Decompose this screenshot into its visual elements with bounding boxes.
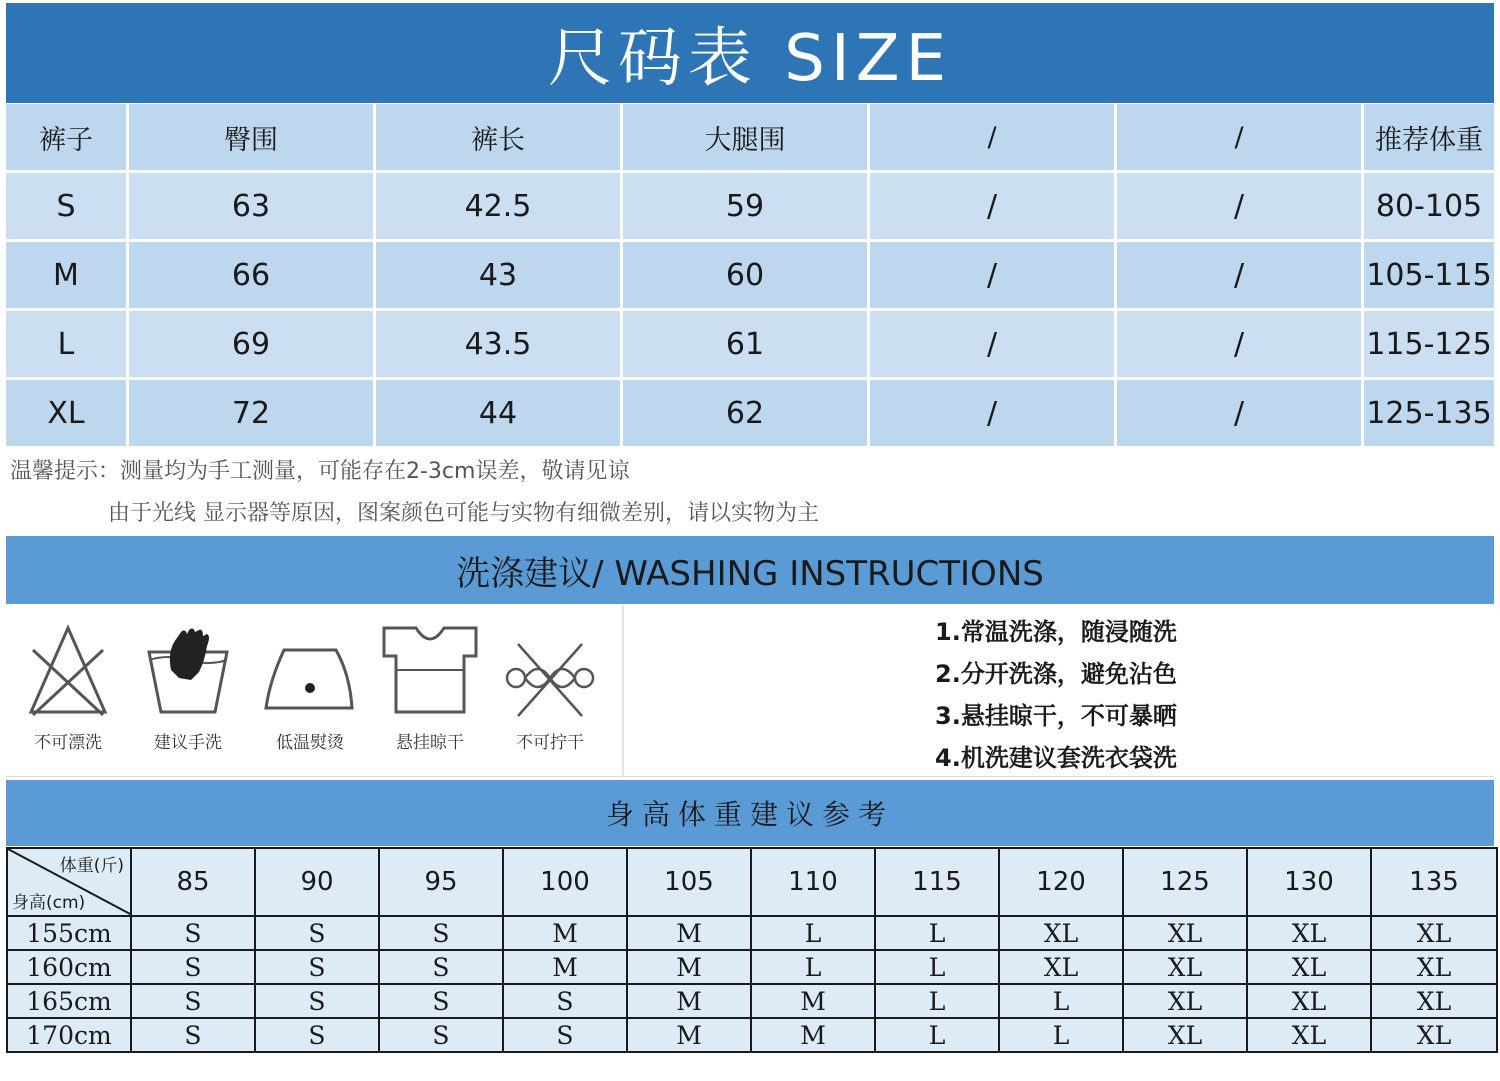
size-cell: S — [503, 984, 627, 1018]
hang-dry-icon — [380, 620, 480, 720]
weight-axis-label: 体重(斤) — [59, 856, 124, 876]
size-cell: XL — [1123, 1018, 1247, 1052]
size-cell: XL — [1371, 984, 1497, 1018]
care-item-hand-wash — [128, 620, 248, 753]
weight-cell: 110 — [751, 848, 875, 916]
table-cell: / — [1117, 311, 1364, 380]
size-cell: L — [751, 916, 875, 950]
table-cell: 43.5 — [376, 311, 623, 380]
table-cell: / — [1117, 242, 1364, 311]
size-cell: L — [999, 1018, 1123, 1052]
size-cell: XL — [1123, 984, 1247, 1018]
corner-cell — [7, 848, 131, 916]
size-cell: XL — [999, 950, 1123, 984]
size-cell: XL — [1247, 916, 1371, 950]
instruction-item: 1.常温洗涤，随浸随洗 — [935, 618, 1177, 646]
weight-cell: 115 — [875, 848, 999, 916]
table-cell: 66 — [129, 242, 376, 311]
table-cell: / — [1117, 173, 1364, 242]
size-cell: XL — [1371, 1018, 1497, 1052]
table-cell: 59 — [623, 173, 870, 242]
table-cell: M — [6, 242, 129, 311]
table-cell: S — [6, 173, 129, 242]
table-cell: L — [6, 311, 129, 380]
table-cell: 44 — [376, 380, 623, 449]
size-cell: M — [627, 950, 751, 984]
size-cell: S — [131, 984, 255, 1018]
table-cell: 43 — [376, 242, 623, 311]
weight-cell: 95 — [379, 848, 503, 916]
size-cell: XL — [1247, 984, 1371, 1018]
height-cell: 160cm — [7, 950, 131, 984]
washing-header: 洗涤建议/ WASHING INSTRUCTIONS — [6, 536, 1494, 604]
size-cell: S — [379, 984, 503, 1018]
size-row-xl — [6, 380, 1494, 449]
instruction-item: 3.悬挂晾干，不可暴晒 — [935, 702, 1177, 730]
instruction-item: 4.机洗建议套洗衣袋洗 — [935, 744, 1177, 772]
care-item-low-iron — [250, 620, 370, 753]
size-row-m — [6, 242, 1494, 311]
weight-cell: 90 — [255, 848, 379, 916]
weight-cell: 105 — [627, 848, 751, 916]
size-cell: S — [255, 984, 379, 1018]
height-weight-table — [6, 847, 1498, 1053]
size-cell: L — [751, 950, 875, 984]
header-cell: / — [1117, 104, 1364, 173]
table-cell: / — [870, 380, 1117, 449]
care-label: 建议手洗 — [154, 733, 222, 753]
care-label: 悬挂晾干 — [396, 733, 464, 753]
table-cell: / — [870, 242, 1117, 311]
size-cell: S — [255, 916, 379, 950]
measurement-tip: 温馨提示：测量均为手工测量，可能存在2-3cm误差，敬请见谅 — [10, 459, 630, 484]
washing-divider — [622, 605, 624, 777]
size-cell: M — [751, 1018, 875, 1052]
table-cell: 60 — [623, 242, 870, 311]
table-cell: 115-125 — [1364, 311, 1494, 380]
height-row-170 — [7, 1018, 1497, 1052]
care-item-no-wring — [490, 620, 610, 753]
size-cell: XL — [999, 916, 1123, 950]
height-cell: 165cm — [7, 984, 131, 1018]
size-cell: S — [379, 950, 503, 984]
size-cell: L — [875, 1018, 999, 1052]
size-table-header-row — [6, 104, 1494, 173]
size-table — [6, 104, 1494, 449]
care-label: 不可漂洗 — [34, 733, 102, 753]
size-cell: M — [503, 916, 627, 950]
table-cell: / — [1117, 380, 1364, 449]
size-row-l — [6, 311, 1494, 380]
table-cell: 62 — [623, 380, 870, 449]
size-cell: XL — [1371, 950, 1497, 984]
table-cell: / — [870, 173, 1117, 242]
table-cell: 125-135 — [1364, 380, 1494, 449]
size-cell: S — [131, 916, 255, 950]
weight-cell: 100 — [503, 848, 627, 916]
height-row-165 — [7, 984, 1497, 1018]
size-cell: L — [999, 984, 1123, 1018]
height-cell: 155cm — [7, 916, 131, 950]
weight-header-row — [7, 848, 1497, 916]
weight-cell: 125 — [1123, 848, 1247, 916]
table-cell: / — [870, 311, 1117, 380]
size-row-s — [6, 173, 1494, 242]
size-cell: S — [379, 916, 503, 950]
size-cell: M — [627, 1018, 751, 1052]
size-cell: S — [255, 1018, 379, 1052]
care-item-hang-dry — [370, 620, 490, 753]
header-cell: 推荐体重 — [1364, 104, 1494, 173]
instruction-item: 2.分开洗涤，避免沾色 — [935, 660, 1177, 688]
size-cell: XL — [1247, 1018, 1371, 1052]
care-label: 不可拧干 — [516, 733, 584, 753]
header-cell: 裤子 — [6, 104, 129, 173]
size-cell: S — [379, 1018, 503, 1052]
header-cell: 臀围 — [129, 104, 376, 173]
size-cell: L — [875, 984, 999, 1018]
size-cell: XL — [1371, 916, 1497, 950]
low-iron-icon — [260, 620, 360, 720]
header-cell: 裤长 — [376, 104, 623, 173]
table-cell: 105-115 — [1364, 242, 1494, 311]
size-cell: M — [503, 950, 627, 984]
no-wring-icon — [500, 620, 600, 720]
size-cell: XL — [1123, 950, 1247, 984]
size-cell: S — [255, 950, 379, 984]
table-cell: 42.5 — [376, 173, 623, 242]
size-cell: XL — [1247, 950, 1371, 984]
size-cell: L — [875, 950, 999, 984]
size-cell: S — [131, 950, 255, 984]
size-cell: M — [627, 984, 751, 1018]
care-item-no-bleach — [8, 620, 128, 753]
size-cell: L — [875, 916, 999, 950]
weight-cell: 120 — [999, 848, 1123, 916]
size-cell: XL — [1123, 916, 1247, 950]
size-cell: M — [627, 916, 751, 950]
size-chart-title: 尺码表 SIZE — [6, 3, 1494, 103]
header-cell: 大腿围 — [623, 104, 870, 173]
size-cell: S — [503, 1018, 627, 1052]
size-cell: S — [131, 1018, 255, 1052]
weight-cell: 135 — [1371, 848, 1497, 916]
care-label: 低温熨烫 — [276, 733, 344, 753]
hand-wash-icon — [143, 620, 233, 720]
table-cell: XL — [6, 380, 129, 449]
table-cell: 80-105 — [1364, 173, 1494, 242]
header-cell: / — [870, 104, 1117, 173]
no-bleach-icon — [23, 620, 113, 720]
height-cell: 170cm — [7, 1018, 131, 1052]
color-tip: 由于光线 显示器等原因，图案颜色可能与实物有细微差别，请以实物为主 — [108, 501, 819, 526]
table-cell: 61 — [623, 311, 870, 380]
height-row-160 — [7, 950, 1497, 984]
weight-cell: 130 — [1247, 848, 1371, 916]
size-cell: M — [751, 984, 875, 1018]
weight-cell: 85 — [131, 848, 255, 916]
table-cell: 72 — [129, 380, 376, 449]
height-row-155 — [7, 916, 1497, 950]
table-cell: 63 — [129, 173, 376, 242]
height-axis-label: 身高(cm) — [12, 893, 86, 913]
height-weight-header: 身高体重建议参考 — [6, 780, 1494, 846]
table-cell: 69 — [129, 311, 376, 380]
